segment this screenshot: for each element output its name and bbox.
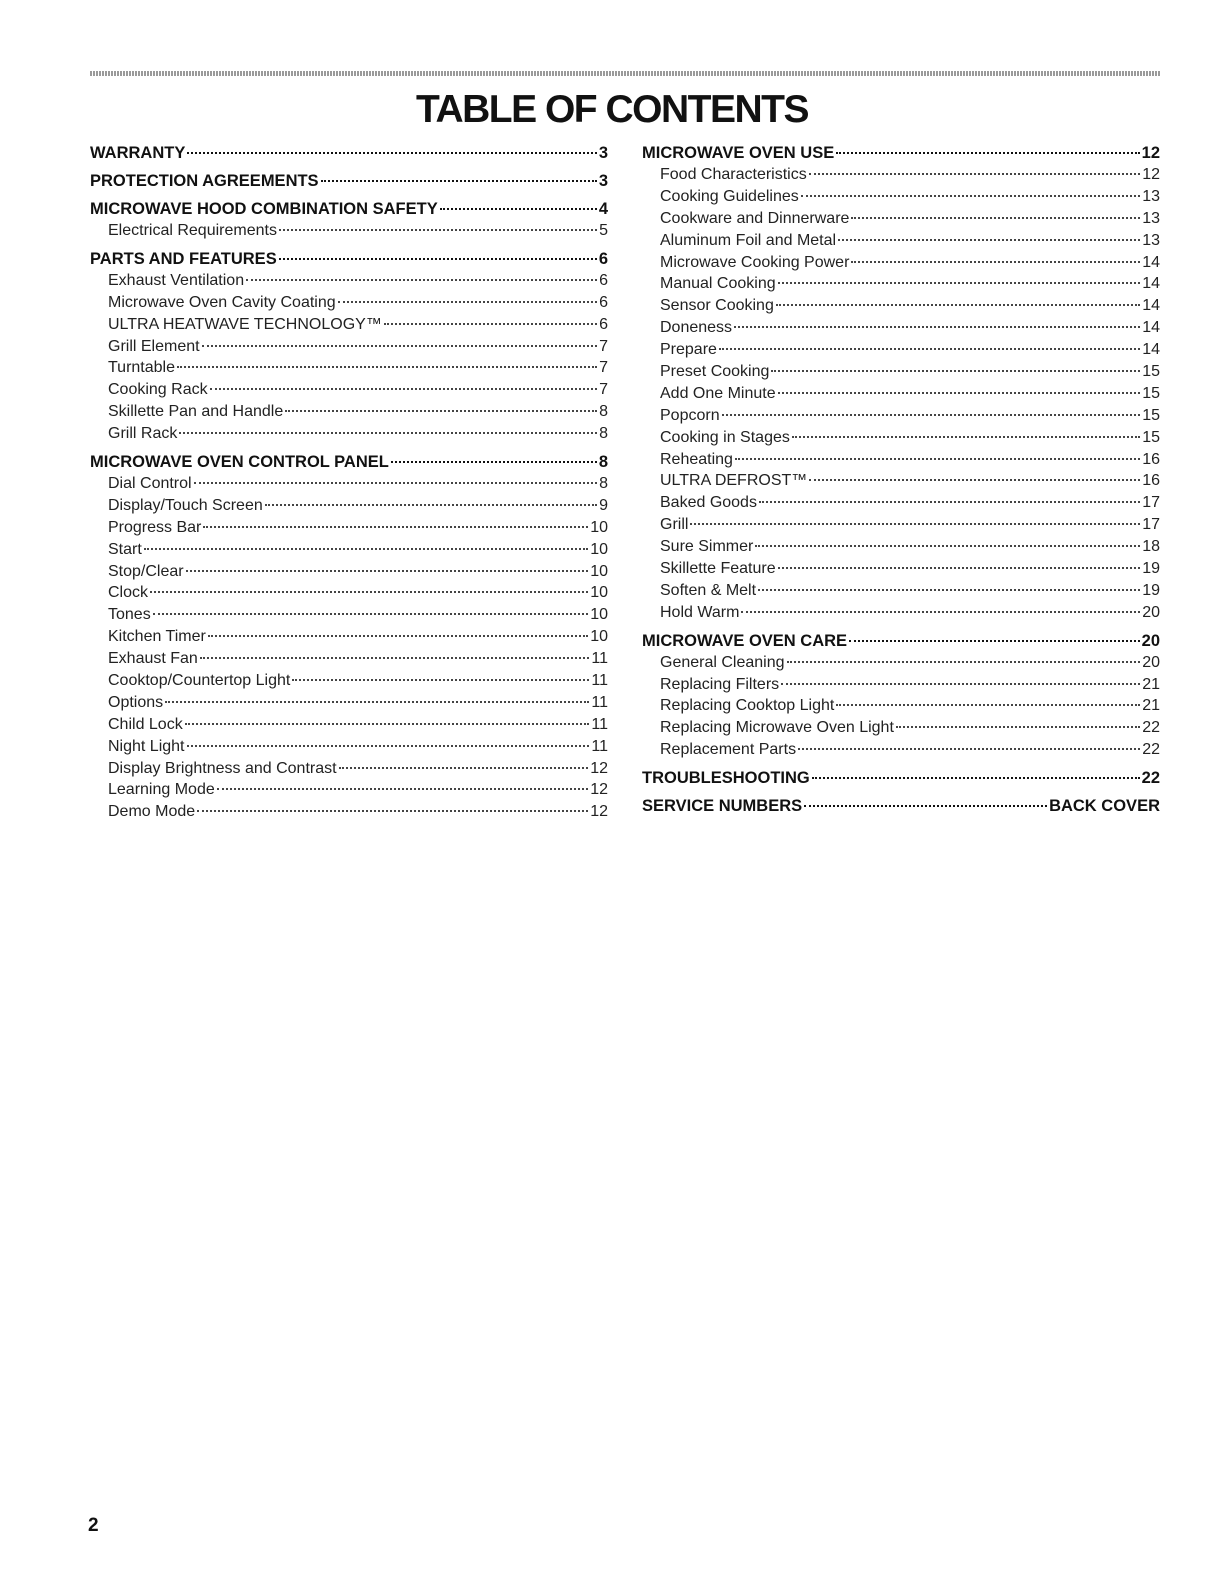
toc-subsection-entry[interactable] <box>642 208 1160 230</box>
dot-leader <box>851 217 1140 219</box>
toc-entry-page: 22 <box>1142 719 1160 737</box>
dot-leader <box>339 767 589 769</box>
dot-leader <box>279 258 597 260</box>
toc-entry-page: 15 <box>1142 384 1160 402</box>
dot-leader <box>896 726 1140 728</box>
toc-entry-page: 11 <box>591 737 608 755</box>
toc-entry-page: 20 <box>1141 631 1160 650</box>
toc-entry-page: 15 <box>1142 428 1160 446</box>
toc-subsection-entry[interactable] <box>642 164 1160 186</box>
dot-leader <box>755 545 1140 547</box>
toc-subsection-entry[interactable] <box>90 292 608 314</box>
toc-subsection-entry[interactable] <box>90 604 608 626</box>
toc-entry-label: Replacing Cooktop Light <box>660 697 835 715</box>
toc-subsection-entry[interactable] <box>642 339 1160 361</box>
dot-leader <box>849 640 1140 642</box>
toc-entry-page: 16 <box>1142 472 1160 490</box>
toc-subsection-entry[interactable] <box>90 779 608 801</box>
toc-entry-label: Turntable <box>108 359 175 377</box>
toc-entry-page: 6 <box>599 271 608 289</box>
toc-entry-page: 10 <box>590 606 608 624</box>
toc-entry-page: 7 <box>599 381 608 399</box>
dot-leader <box>185 723 590 725</box>
dot-leader <box>150 591 588 593</box>
toc-entry-page: 11 <box>591 715 608 733</box>
dot-leader <box>798 748 1140 750</box>
toc-entry-label: Dial Control <box>108 475 192 493</box>
page-number: 2 <box>88 1515 99 1536</box>
toc-subsection-entry[interactable] <box>642 652 1160 674</box>
toc-subsection-entry[interactable] <box>642 317 1160 339</box>
dot-leader <box>210 388 597 390</box>
toc-entry-label: ULTRA HEATWAVE TECHNOLOGY™ <box>108 315 382 333</box>
toc-subsection-entry[interactable] <box>642 739 1160 761</box>
toc-entry-label: Cooking in Stages <box>660 428 790 446</box>
toc-entry-label: Electrical Requirements <box>108 222 277 239</box>
toc-entry-label: Stop/Clear <box>108 562 184 580</box>
toc-subsection-entry[interactable] <box>642 186 1160 208</box>
toc-section-entry[interactable] <box>90 142 608 164</box>
toc-entry-label: Replacing Microwave Oven Light <box>660 719 894 737</box>
toc-entry-label: Progress Bar <box>108 518 202 536</box>
toc-entry-page: 6 <box>599 293 608 311</box>
toc-entry-label: General Cleaning <box>660 653 785 671</box>
dot-leader <box>279 229 597 231</box>
toc-entry-label: Start <box>108 540 142 558</box>
dot-leader <box>246 279 597 281</box>
dot-leader <box>165 701 589 703</box>
dot-leader <box>734 326 1140 328</box>
toc-subsection-entry[interactable] <box>642 514 1160 536</box>
dot-leader <box>719 348 1140 350</box>
toc-entry-label: Microwave Oven Cavity Coating <box>108 293 336 311</box>
page-title: TABLE OF CONTENTS <box>416 88 808 131</box>
dot-leader <box>809 479 1140 481</box>
toc-subsection-entry[interactable] <box>642 558 1160 580</box>
toc-entry-label: Learning Mode <box>108 781 215 799</box>
dot-leader <box>836 704 1140 706</box>
toc-subsection-entry[interactable] <box>642 695 1160 717</box>
dot-leader <box>197 810 588 812</box>
toc-entry-label: Manual Cooking <box>660 275 776 293</box>
toc-entry-page: 8 <box>599 403 608 421</box>
dot-leader <box>186 570 589 572</box>
toc-entry-label: Clock <box>108 584 149 602</box>
toc-subsection-entry[interactable] <box>642 230 1160 252</box>
toc-entry-label: Display/Touch Screen <box>108 496 263 514</box>
toc-entry-page: 9 <box>599 496 608 514</box>
toc-subsection-entry[interactable] <box>642 470 1160 492</box>
dot-leader <box>741 611 1140 613</box>
toc-entry-page: 10 <box>590 628 608 646</box>
toc-entry-page: 14 <box>1142 341 1160 359</box>
toc-subsection-entry[interactable] <box>90 220 608 242</box>
dot-leader <box>440 208 597 210</box>
toc-right-column <box>642 142 1160 817</box>
toc-subsection-entry[interactable] <box>642 405 1160 427</box>
dot-leader <box>285 410 597 412</box>
toc-entry-label: Skillette Feature <box>660 560 776 578</box>
toc-subsection-entry[interactable] <box>90 692 608 714</box>
toc-entry-label: Microwave Cooking Power <box>660 253 850 271</box>
toc-subsection-entry[interactable] <box>642 361 1160 383</box>
toc-entry-label: WARRANTY <box>90 144 186 162</box>
toc-entry-page: 12 <box>1142 166 1160 183</box>
toc-entry-page: 7 <box>599 337 608 355</box>
toc-entry-page: 18 <box>1142 538 1160 556</box>
toc-entry-page: 11 <box>591 650 608 668</box>
toc-subsection-entry[interactable] <box>90 495 608 517</box>
toc-subsection-entry[interactable] <box>90 670 608 692</box>
toc-entry-page: 19 <box>1142 560 1160 578</box>
toc-entry-label: Demo Mode <box>108 803 196 821</box>
toc-entry-page: 6 <box>598 249 608 268</box>
toc-entry-page: 15 <box>1142 363 1160 381</box>
toc-entry-label: Cookware and Dinnerware <box>660 209 850 227</box>
dot-leader <box>391 461 597 463</box>
toc-entry-label: Grill <box>660 516 689 534</box>
dot-leader <box>735 458 1140 460</box>
toc-subsection-entry[interactable] <box>642 273 1160 295</box>
toc-entry-page: 12 <box>590 803 608 821</box>
toc-entry-page: 15 <box>1142 406 1160 424</box>
dot-leader <box>778 567 1141 569</box>
toc-entry-label: Exhaust Ventilation <box>108 271 245 289</box>
toc-subsection-entry[interactable] <box>642 449 1160 471</box>
toc-entry-page: 14 <box>1142 319 1160 337</box>
toc-entry-page: 16 <box>1142 450 1160 468</box>
toc-entry-label: Skillette Pan and Handle <box>108 403 284 421</box>
dot-leader <box>187 745 590 747</box>
toc-entry-page: 21 <box>1142 697 1160 715</box>
dot-leader <box>758 589 1140 591</box>
toc-subsection-entry[interactable] <box>90 314 608 336</box>
dot-leader <box>208 635 588 637</box>
toc-entry-page: 8 <box>599 425 608 443</box>
toc-subsection-entry[interactable] <box>90 648 608 670</box>
toc-subsection-entry[interactable] <box>642 674 1160 696</box>
dot-leader <box>203 526 588 528</box>
toc-entry-page: 17 <box>1142 494 1160 512</box>
toc-section-entry[interactable] <box>642 142 1160 164</box>
toc-entry-label: Kitchen Timer <box>108 628 206 646</box>
toc-entry-page: 3 <box>598 144 608 162</box>
toc-entry-page: 8 <box>598 453 608 472</box>
dot-leader <box>801 195 1140 197</box>
toc-subsection-entry[interactable] <box>642 295 1160 317</box>
toc-entry-page: 14 <box>1142 297 1160 315</box>
toc-entry-page: 20 <box>1142 653 1160 671</box>
toc-entry-page: 3 <box>598 172 608 190</box>
toc-entry-page: 12 <box>590 759 608 777</box>
toc-entry-label: Grill Element <box>108 337 200 355</box>
toc-subsection-entry[interactable] <box>90 517 608 539</box>
toc-entry-page: 14 <box>1142 275 1160 293</box>
toc-entry-label: Options <box>108 693 164 711</box>
toc-entry-label: Hold Warm <box>660 603 740 621</box>
toc-subsection-entry[interactable] <box>90 758 608 780</box>
toc-entry-label: Aluminum Foil and Metal <box>660 231 837 249</box>
toc-entry-label: MICROWAVE OVEN CONTROL PANEL <box>90 453 389 472</box>
toc-entry-label: SERVICE NUMBERS <box>642 797 803 816</box>
toc-entry-label: Night Light <box>108 737 185 755</box>
dot-leader <box>838 239 1140 241</box>
toc-entry-label: Popcorn <box>660 406 720 424</box>
toc-entry-label: Soften & Melt <box>660 581 757 599</box>
toc-entry-page: 6 <box>599 315 608 333</box>
dot-leader <box>144 548 588 550</box>
toc-subsection-entry[interactable] <box>642 536 1160 558</box>
toc-entry-label: MICROWAVE HOOD COMBINATION SAFETY <box>90 200 438 218</box>
dot-leader <box>321 180 597 182</box>
toc-entry-page: BACK COVER <box>1049 797 1160 816</box>
toc-subsection-entry[interactable] <box>642 602 1160 624</box>
dot-leader <box>804 805 1047 807</box>
header-rule <box>90 71 1160 76</box>
toc-entry-label: PROTECTION AGREEMENTS <box>90 172 319 190</box>
dot-leader <box>812 777 1140 779</box>
dot-leader <box>265 504 597 506</box>
toc-entry-label: Display Brightness and Contrast <box>108 759 337 777</box>
toc-subsection-entry[interactable] <box>90 401 608 423</box>
toc-subsection-entry[interactable] <box>642 383 1160 405</box>
dot-leader <box>338 301 597 303</box>
dot-leader <box>778 282 1141 284</box>
toc-entry-label: Cooking Guidelines <box>660 187 799 205</box>
toc-section-entry[interactable] <box>90 248 608 270</box>
toc-entry-page: 14 <box>1142 253 1160 271</box>
dot-leader <box>200 657 590 659</box>
toc-subsection-entry[interactable] <box>642 492 1160 514</box>
toc-entry-page: 10 <box>590 584 608 602</box>
toc-subsection-entry[interactable] <box>90 801 608 823</box>
toc-entry-label: Replacing Filters <box>660 675 780 693</box>
toc-left-column <box>90 142 608 823</box>
toc-subsection-entry[interactable] <box>642 252 1160 274</box>
toc-subsection-entry[interactable] <box>90 423 608 445</box>
dot-leader <box>384 323 597 325</box>
toc-subsection-entry[interactable] <box>90 736 608 758</box>
toc-entry-label: Baked Goods <box>660 494 757 512</box>
toc-entry-page: 10 <box>590 540 608 558</box>
toc-entry-label: Preset Cooking <box>660 363 770 381</box>
toc-entry-label: Add One Minute <box>660 384 776 402</box>
toc-section-entry[interactable] <box>90 198 608 220</box>
dot-leader <box>781 683 1140 685</box>
dot-leader <box>187 152 596 154</box>
toc-entry-label: Tones <box>108 606 151 624</box>
dot-leader <box>778 392 1141 394</box>
toc-entry-label: MICROWAVE OVEN USE <box>642 144 835 162</box>
toc-section-entry[interactable] <box>642 767 1160 789</box>
toc-entry-label: Reheating <box>660 450 733 468</box>
toc-section-entry[interactable] <box>90 451 608 473</box>
toc-entry-page: 13 <box>1142 209 1160 227</box>
dot-leader <box>153 613 589 615</box>
dot-leader <box>722 414 1141 416</box>
toc-subsection-entry[interactable] <box>642 717 1160 739</box>
toc-entry-label: MICROWAVE OVEN CARE <box>642 631 848 650</box>
toc-entry-label: Prepare <box>660 341 717 359</box>
toc-entry-page: 12 <box>590 781 608 799</box>
toc-entry-page: 10 <box>590 518 608 536</box>
toc-subsection-entry[interactable] <box>90 379 608 401</box>
toc-entry-page: 11 <box>591 693 608 711</box>
dot-leader <box>771 370 1140 372</box>
toc-entry-label: Sure Simmer <box>660 538 754 556</box>
toc-entry-page: 8 <box>599 475 608 493</box>
toc-entry-page: 13 <box>1142 231 1160 249</box>
dot-leader <box>690 523 1140 525</box>
toc-entry-page: 12 <box>1141 144 1160 162</box>
toc-entry-label: Cooking Rack <box>108 381 208 399</box>
toc-entry-label: Food Characteristics <box>660 166 807 183</box>
dot-leader <box>776 304 1140 306</box>
toc-entry-page: 13 <box>1142 187 1160 205</box>
dot-leader <box>787 661 1141 663</box>
toc-entry-page: 17 <box>1142 516 1160 534</box>
toc-entry-label: PARTS AND FEATURES <box>90 249 277 268</box>
dot-leader <box>202 345 598 347</box>
dot-leader <box>851 261 1140 263</box>
toc-entry-label: Exhaust Fan <box>108 650 198 668</box>
toc-subsection-entry[interactable] <box>90 357 608 379</box>
toc-section-entry[interactable] <box>642 795 1160 817</box>
toc-subsection-entry[interactable] <box>642 580 1160 602</box>
toc-entry-label: Sensor Cooking <box>660 297 774 315</box>
dot-leader <box>179 432 597 434</box>
toc-section-entry[interactable] <box>642 630 1160 652</box>
dot-leader <box>792 436 1140 438</box>
toc-entry-label: Replacement Parts <box>660 741 797 759</box>
toc-subsection-entry[interactable] <box>90 626 608 648</box>
dot-leader <box>292 679 589 681</box>
toc-section-entry[interactable] <box>90 170 608 192</box>
toc-entry-label: Child Lock <box>108 715 183 733</box>
toc-entry-page: 4 <box>598 200 608 218</box>
toc-entry-label: Doneness <box>660 319 733 337</box>
dot-leader <box>177 366 597 368</box>
toc-subsection-entry[interactable] <box>90 270 608 292</box>
toc-subsection-entry[interactable] <box>90 714 608 736</box>
toc-entry-label: Grill Rack <box>108 425 178 443</box>
dot-leader <box>809 173 1140 175</box>
toc-subsection-entry[interactable] <box>90 539 608 561</box>
dot-leader <box>759 501 1140 503</box>
toc-entry-page: 10 <box>590 562 608 580</box>
toc-entry-label: Cooktop/Countertop Light <box>108 672 291 690</box>
toc-entry-page: 7 <box>599 359 608 377</box>
toc-entry-page: 19 <box>1142 581 1160 599</box>
toc-subsection-entry[interactable] <box>642 427 1160 449</box>
toc-subsection-entry[interactable] <box>90 336 608 358</box>
toc-subsection-entry[interactable] <box>90 582 608 604</box>
dot-leader <box>836 152 1139 154</box>
dot-leader <box>194 482 598 484</box>
toc-entry-label: ULTRA DEFROST™ <box>660 472 808 490</box>
toc-entry-page: 21 <box>1142 675 1160 693</box>
toc-entry-page: 11 <box>591 672 608 690</box>
dot-leader <box>217 788 588 790</box>
toc-entry-page: 22 <box>1141 769 1160 788</box>
toc-entry-page: 22 <box>1142 741 1160 759</box>
toc-entry-page: 20 <box>1142 603 1160 621</box>
toc-subsection-entry[interactable] <box>90 473 608 495</box>
toc-entry-label: TROUBLESHOOTING <box>642 769 810 788</box>
toc-entry-page: 5 <box>599 222 608 239</box>
toc-subsection-entry[interactable] <box>90 561 608 583</box>
